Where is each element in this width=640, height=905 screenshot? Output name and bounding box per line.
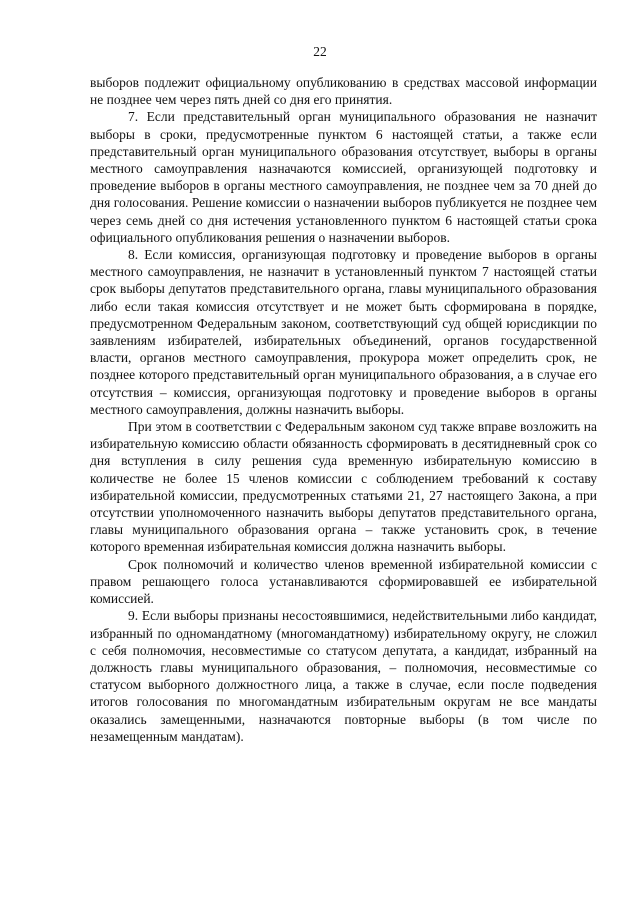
paragraph-continuation: выборов подлежит официальному опубликованию в средствах массовой информации не позднее чем через пять дней со дня его принятия. bbox=[90, 75, 597, 108]
paragraph-item-7: 7. Если представительный орган муниципального образования не назначит выборы в сроки, предусмотренные пунктом 6 настоящей статьи, а также если представительный орган муниципального образования отсутствует, выборы в органы местного самоуправления назначаются комиссией, организующей подготовку и проведение выборов в органы местного самоуправления, не позднее чем за 70 дней до дня голосования. Решение комиссии о назначении выборов публикуется не позднее чем через семь дней со дня истечения установленного пунктом 6 настоящей статьи срока официального опубликования решения о назначении выборов. bbox=[90, 109, 597, 245]
page-text bbox=[90, 74, 597, 745]
paragraph-item-9: 9. Если выборы признаны несостоявшимися, недействительными либо кандидат, избранный по одномандатному (многомандатному) избирательному округу, не сложил с себя полномочия, несовместимые со статусом депутата, а кандидат, избранный на должность главы муниципального образования, – полномочия, несовместимые со статусом выборного должностного лица, а также в случае, если после подведения итогов голосования по многомандатным избирательным округам не все мандаты оказались замещенными, назначаются повторные выборы (в том числе по незамещенным мандатам). bbox=[90, 608, 597, 744]
paragraph-item-8: 8. Если комиссия, организующая подготовку и проведение выборов в органы местного самоуправления, не назначит в установленный пунктом 7 настоящей статьи срок выборы депутатов представительного органа, главы муниципального образования либо если такая комиссия отсутствует и не может быть сформирована в порядке, предусмотренном Федеральным законом, соответствующий суд общей юрисдикции по заявлениям избирателей, избирательных объединений, органов государственной власти, органов местного самоуправления, прокурора может определить срок, не позднее которого представительный орган муниципального образования, а в случае его отсутствия – комиссия, организующая подготовку и проведение выборов в органы местного самоуправления, должны назначить выборы. bbox=[90, 247, 597, 417]
page-number: 22 bbox=[313, 44, 327, 59]
paragraph-term-of-office: Срок полномочий и количество членов временной избирательной комиссии с правом решающего голоса устанавливаются сформировавшей ее избирательной комиссией. bbox=[90, 556, 597, 607]
paragraph-court-powers: При этом в соответствии с Федеральным законом суд также вправе возложить на избирательную комиссию области обязанность сформировать в десятидневный срок со дня вступления в силу решения суда временную избирательную комиссию в количестве не более 15 членов комиссии с соблюдением требований к составу избирательной комиссии, предусмотренных статьями 21, 27 настоящего Закона, а при отсутствии уполномоченного назначить выборы депутатов представительного органа, главы муниципального образования органа – также установить срок, в течение которого временная избирательная комиссия должна назначить выборы. bbox=[90, 419, 597, 555]
